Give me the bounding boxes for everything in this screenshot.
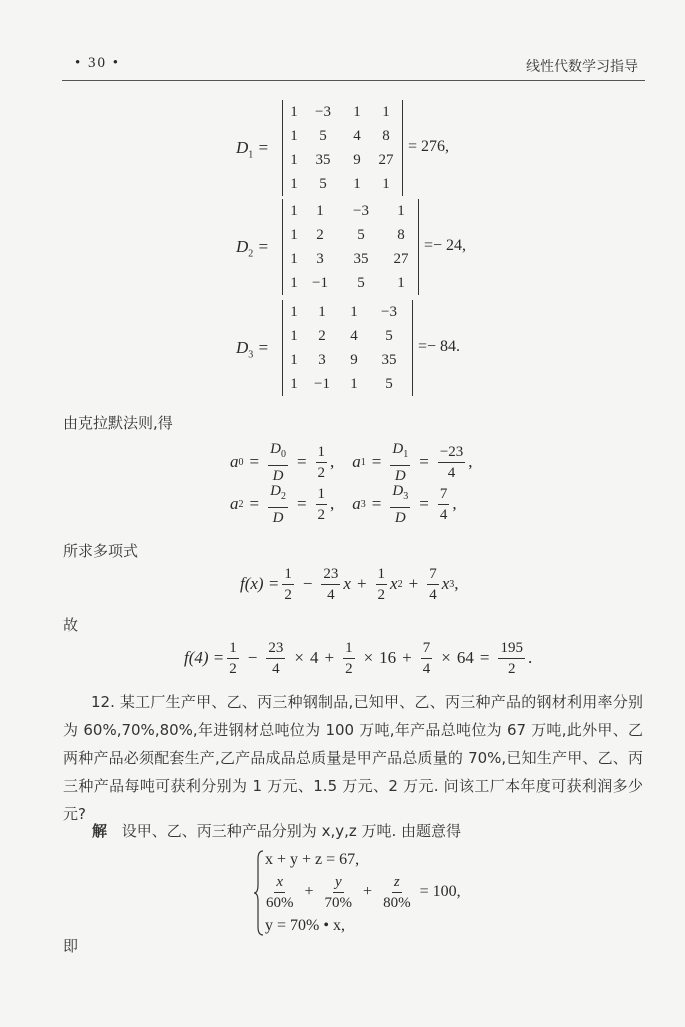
solution-text: 设甲、乙、丙三种产品分别为 x,y,z 万吨. 由题意得 bbox=[121, 822, 462, 840]
solution-line bbox=[92, 820, 461, 841]
det-label: $D_3$ = bbox=[236, 338, 270, 361]
det-right-bar bbox=[412, 300, 413, 396]
book-title: 线性代数学习指导 bbox=[526, 59, 638, 75]
solution-label: 解 bbox=[92, 822, 108, 840]
det-label: $D_2$ = bbox=[236, 237, 270, 260]
det-left-bar bbox=[282, 300, 283, 396]
polynomial-text: 所求多项式 bbox=[63, 542, 139, 560]
det-left-bar bbox=[282, 199, 283, 295]
cramer-text: 由克拉默法则,得 bbox=[63, 414, 173, 432]
determinant-d2 bbox=[0, 199, 685, 299]
det-matrix: 1 −3 1 1 1 5 4 8 1 35 9 27 1 5 1 1 bbox=[290, 103, 394, 192]
fx-equation: f(x) = $\frac{1}{2}$ − $\frac{23}{4}$ x + $\frac{1}{2}$ x 2 + $\frac{7}{4}$ x 3 , bbox=[240, 565, 459, 603]
header-rule bbox=[62, 80, 645, 81]
therefore-text: 故 bbox=[63, 616, 79, 634]
equation-system bbox=[253, 849, 493, 937]
determinant-d3 bbox=[0, 300, 685, 400]
page-number: • 30 • bbox=[75, 55, 121, 71]
determinant-d1 bbox=[0, 100, 685, 200]
det-right-bar bbox=[418, 199, 419, 295]
det-label: $D_1$ = bbox=[236, 138, 270, 161]
det-result: =− 84. bbox=[418, 338, 461, 355]
det-result: =− 24, bbox=[424, 237, 467, 254]
det-left-bar bbox=[282, 100, 283, 196]
system-eq-2: $\frac{x}{60\%}$ + $\frac{y}{70\%}$ + $\frac{z}{80\%}$ = 100, bbox=[266, 873, 461, 911]
system-eq-3: y = 70% • x, bbox=[265, 917, 345, 934]
f4-equation: f(4) = $\frac{1}{2}$ − $\frac{23}{4}$ × 4 + $\frac{1}{2}$ × 16 + $\frac{7}{4}$ × 64 = $\frac{195}{2}$ . bbox=[184, 639, 533, 677]
system-eq-1: x + y + z = 67, bbox=[265, 851, 360, 868]
det-right-bar bbox=[402, 100, 403, 196]
coeff-line-2: a 2 = $\frac{D_2}{D}$ = $\frac{1}{2}$ , a 3 = $\frac{D_3}{D}$ = $\frac{7}{4}$ , bbox=[230, 482, 457, 526]
problem-12: 12. 某工厂生产甲、乙、丙三种钢制品,已知甲、乙、丙三种产品的钢材利用率分别为 60%,70%,80%,年进钢材总吨位为 100 万吨,年产品总吨位为 67 万吨,此外甲、乙两种产品必须配套生产,乙产品成品总质量是甲产品总质量的 70%,已知生产甲、乙、丙三种产品每吨可获利分别为 1 万元、1.5 万元、2 万元. 问该工厂本年度可获利润多少元? bbox=[63, 693, 643, 823]
det-matrix: 1 1 −3 1 1 2 5 8 1 3 35 27 1 −1 5 1 bbox=[290, 202, 409, 291]
ji-text: 即 bbox=[63, 937, 79, 955]
det-matrix: 1 1 1 −3 1 2 4 5 1 3 9 35 1 −1 1 5 bbox=[290, 303, 397, 392]
coeff-line-1: a 0 = $\frac{D_0}{D}$ = $\frac{1}{2}$ , a 1 = $\frac{D_1}{D}$ = $\frac{-23}{4}$ , bbox=[230, 440, 473, 484]
det-result: = 276, bbox=[408, 138, 450, 155]
